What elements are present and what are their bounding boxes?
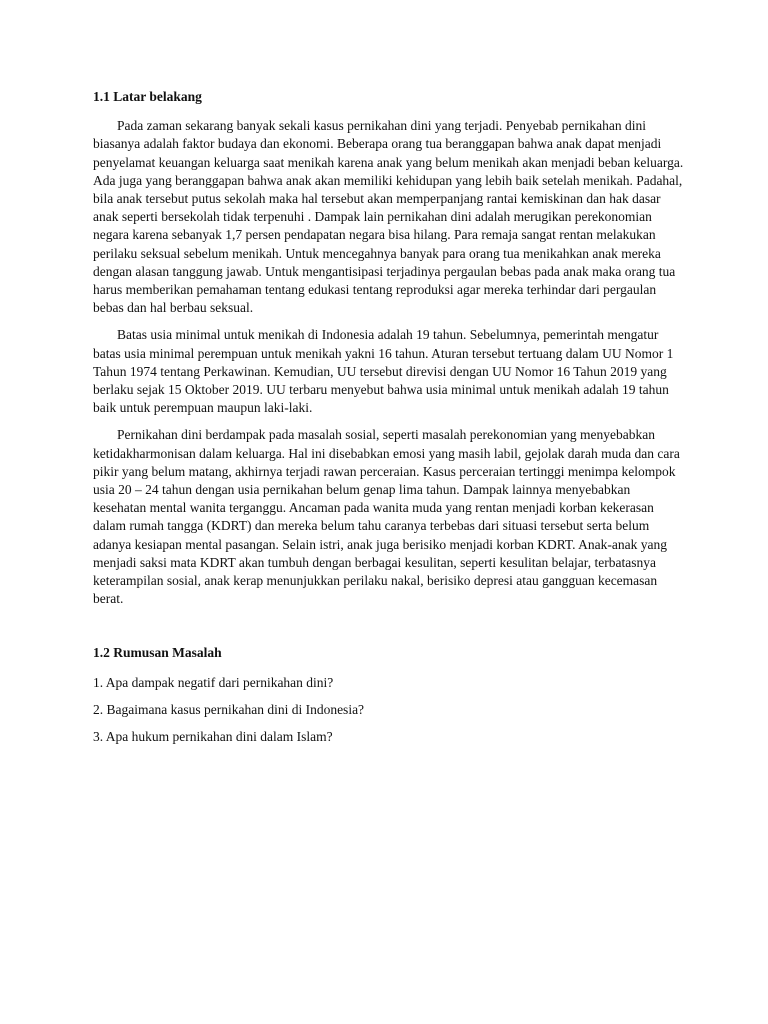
- list-item: 3. Apa hukum pernikahan dini dalam Islam?: [93, 729, 333, 745]
- section-spacer: [93, 617, 685, 644]
- list-item: 2. Bagaimana kasus pernikahan dini di Indonesia?: [93, 701, 365, 717]
- document-page: [93, 88, 685, 755]
- section-heading-rumusan-masalah: 1.2 Rumusan Masalah: [93, 645, 222, 661]
- paragraph-2: Batas usia minimal untuk menikah di Indonesia adalah 19 tahun. Sebelumnya, pemerintah mengatur batas usia minimal perempuan untuk menikah yakni 16 tahun. Aturan tersebut tertuang dalam UU Nomor 1 Tahun 1974 tentang Perkawinan. Kemudian, UU tersebut direvisi dengan UU Nomor 16 Tahun 2019 yang berlaku sejak 15 Oktober 2019. UU terbaru menyebut bahwa usia minimal untuk menikah adalah 19 tahun baik untuk perempuan maupun laki-laki.: [93, 327, 674, 416]
- paragraph-1: Pada zaman sekarang banyak sekali kasus pernikahan dini yang terjadi. Penyebab pernikahan dini biasanya adalah faktor budaya dan ekonomi. Beberapa orang tua beranggapan bahwa anak dapat menjadi penyelamat keuangan keluarga saat menikah karena anak yang belum menikah akan menjadi beban keluarga. Ada juga yang beranggapan bahwa anak akan memiliki kehidupan yang lebih baik setelah menikah. Padahal, bila anak tersebut putus sekolah maka hal tersebut akan memperpanjang rantai kemiskinan dan hak dasar anak seperti bersekolah tidak terpenuhi . Dampak lain pernikahan dini adalah merugikan perekonomian negara karena sebanyak 1,7 persen pendapatan negara bisa hilang. Para remaja sangat rentan melakukan perilaku seksual sebelum menikah. Untuk mencegahnya banyak para orang tua menikahkan anak mereka dengan alasan tanggung jawab. Untuk mengantisipasi terjadinya pergaulan bebas pada anak maka orang tua harus memberikan pemahaman tentang edukasi tentang reproduksi agar mereka terhindar dari pergaulan bebas dan hal berbau seksual.: [93, 118, 684, 316]
- paragraph-3: Pernikahan dini berdampak pada masalah sosial, seperti masalah perekonomian yang menyebabkan ketidakharmonisan dalam keluarga. Hal ini disebabkan emosi yang masih labil, gejolak darah muda dan cara pikir yang belum matang, akhirnya terjadi rawan perceraian. Kasus perceraian tertinggi menimpa kelompok usia 20 – 24 tahun dengan usia pernikahan belum genap lima tahun. Dampak lainnya menyebabkan kesehatan mental wanita terganggu. Ancaman pada wanita muda yang rentan menjadi korban kekerasan dalam rumah tangga (KDRT) dan mereka belum tahu caranya terbebas dari situasi tersebut serta belum adanya kesiapan mental pasangan. Selain istri, anak juga berisiko menjadi korban KDRT. Anak-anak yang menjadi saksi mata KDRT akan tumbuh dengan berbagai kesulitan, seperti kesulitan belajar, terbatasnya keterampilan sosial, anak kerap menunjukkan perilaku nakal, berisiko depresi atau gangguan kecemasan berat.: [93, 427, 680, 607]
- list-item: 1. Apa dampak negatif dari pernikahan dini?: [93, 674, 334, 690]
- section-heading-latar-belakang: 1.1 Latar belakang: [93, 89, 202, 104]
